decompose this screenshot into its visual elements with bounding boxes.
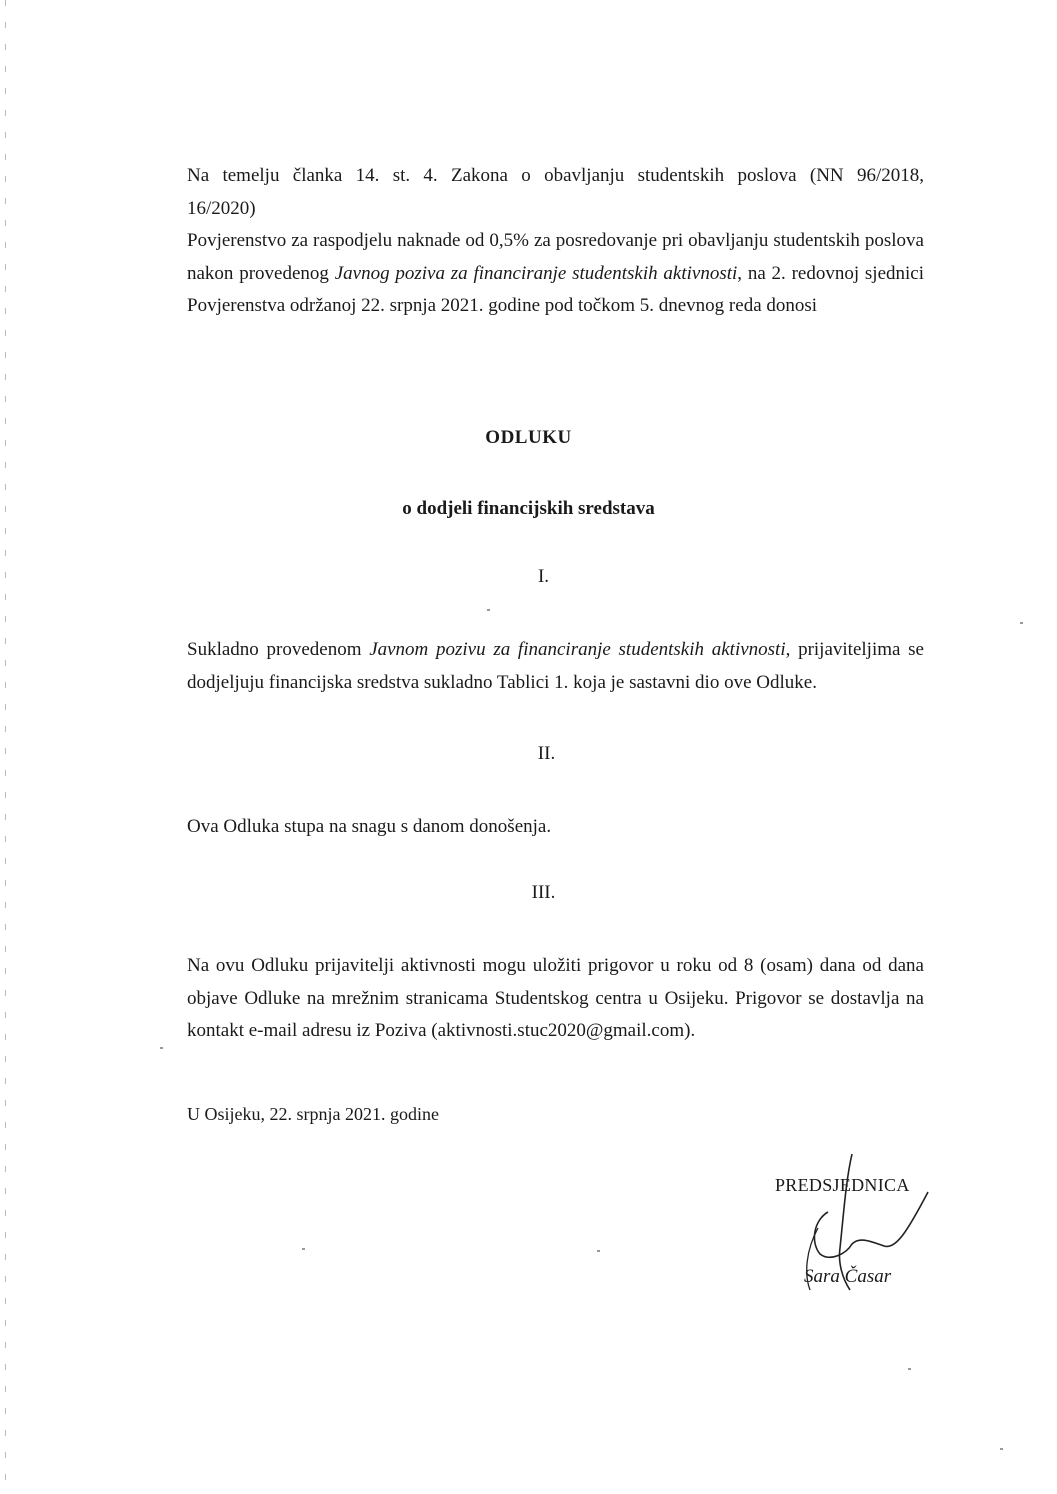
preamble-line-2: 16/2020) (187, 197, 256, 219)
section-1-text-start: Sukladno provedenom (187, 639, 370, 660)
signatory-name: Sara Časar (804, 1266, 892, 1287)
scan-speck (597, 1250, 600, 1252)
scan-speck (487, 609, 490, 611)
scan-speck (1020, 622, 1023, 624)
scan-speck (1000, 1448, 1003, 1450)
section-3-number: III. (531, 882, 556, 903)
preamble-line-1: Na temelju članka 14. st. 4. Zakona o obavljanju studentskih poslova (NN 96/2018, (187, 165, 924, 186)
scan-speck (160, 1047, 163, 1049)
document-title: ODLUKU (485, 427, 572, 448)
section-1-text-italic: Javnom pozivu za financiranje studentskih aktivnosti (369, 639, 786, 660)
section-1-text (187, 634, 924, 699)
section-1-number: I. (537, 566, 550, 587)
scan-edge-artifact (5, 0, 6, 1494)
place-and-date: U Osijeku, 22. srpnja 2021. godine (187, 1104, 439, 1124)
scan-speck (302, 1248, 305, 1250)
section-2-number: II. (537, 743, 556, 764)
preamble-body-text-end: , na 2. redovnoj sjednici Povjerenstva održanoj 22. srpnja 2021. godine pod točkom 5. dnevnog reda donosi (187, 262, 925, 316)
preamble-body-italic: Javnog poziva za financiranje studentskih aktivnosti (334, 262, 738, 284)
handwritten-signature (780, 1150, 940, 1300)
section-3-text: Na ovu Odluku prijavitelji aktivnosti mogu uložiti prigovor u roku od 8 (osam) dana od dana objave Odluke na mrežnim stranicama Studentskog centra u Osijeku. Prigovor se dostavlja na kontakt e-mail adresu iz Poziva (aktivnosti.stuc2020@gmail.com). (187, 955, 924, 1041)
scan-speck (908, 1368, 911, 1370)
preamble-body-text: Povjerenstvo za raspodjelu naknade od 0,5% za posredovanje pri obavljanju studentskih poslova nakon provedenog (187, 230, 924, 284)
signatory-role: PREDSJEDNICA (775, 1175, 910, 1195)
document-subtitle: o dodjeli financijskih sredstava (402, 498, 655, 519)
section-2-text: Ova Odluka stupa na snagu s danom donošenja. (187, 816, 552, 837)
section-1-text-end: , prijaviteljima se dodjeljuju financijska sredstva sukladno Tablici 1. koja je sastavni dio ove Odluke. (187, 639, 924, 693)
preamble-body (187, 225, 924, 323)
preamble (187, 160, 924, 323)
